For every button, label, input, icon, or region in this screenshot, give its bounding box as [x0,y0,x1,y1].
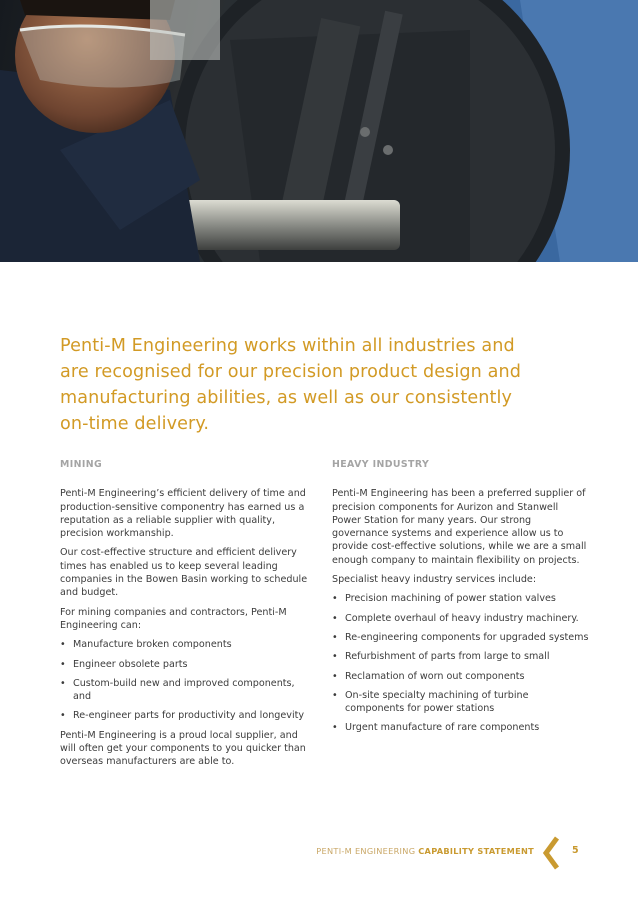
chevron-left-icon [541,836,561,870]
heavy-industry-section [332,458,590,741]
footer-document-title: CAPABILITY STATEMENT [418,846,534,856]
running-footer [316,846,534,856]
mining-paragraph-3: For mining companies and contractors, Penti-M Engineering can: [60,606,287,631]
intro-statement: Penti-M Engineering works within all industries and are recognised for our precision product design and manufacturing abilities, as well as our consistently on-time delivery. [60,336,522,434]
list-item: • Manufacture broken components [60,638,310,651]
mining-paragraph-4: Penti-M Engineering is a proud local supplier, and will often get your components to you quicker than overseas manufacturers are able to. [60,729,306,768]
mining-section [60,458,310,775]
hero-illustration [0,0,638,262]
heavy-industry-paragraph-1: Penti-M Engineering has been a preferred supplier of precision components for Aurizon and Stanwell Power Station for many years. Our strong governance systems and experience allow us to provide cost-effective solutions, while we are a small enough company to maintain flexibility on projects. [332,488,587,566]
heavy-industry-services-list [332,592,590,734]
list-item: • Re-engineer parts for productivity and longevity [60,709,310,722]
list-item: • Refurbishment of parts from large to small [332,650,590,663]
mining-heading: MINING [60,459,103,470]
list-item: • Precision machining of power station valves [332,592,590,605]
list-item: • Reclamation of worn out components [332,670,590,683]
hero-photo [0,0,638,262]
heavy-industry-heading: HEAVY INDUSTRY [332,459,430,470]
page-number: 5 [572,845,579,856]
list-item: • Complete overhaul of heavy industry machinery. [332,612,590,625]
list-item: • On-site specialty machining of turbine components for power stations [332,689,590,716]
mining-paragraph-1: Penti-M Engineering’s efficient delivery of time and production-sensitive componentry has earned us a reputation as a reliable supplier with quality, precision workmanship. [60,488,306,540]
mining-capability-list [60,638,310,722]
list-item: • Re-engineering components for upgraded systems [332,631,590,644]
list-item: • Urgent manufacture of rare components [332,721,590,734]
heavy-industry-paragraph-2: Specialist heavy industry services include: [332,574,537,586]
footer-company-name: PENTI-M ENGINEERING [316,846,416,856]
list-item: • Custom-build new and improved components, and [60,677,310,704]
mining-paragraph-2: Our cost-effective structure and efficient delivery times has enabled us to keep several leading companies in the Bowen Basin working to schedule and budget. [60,547,308,599]
list-item: • Engineer obsolete parts [60,658,310,671]
